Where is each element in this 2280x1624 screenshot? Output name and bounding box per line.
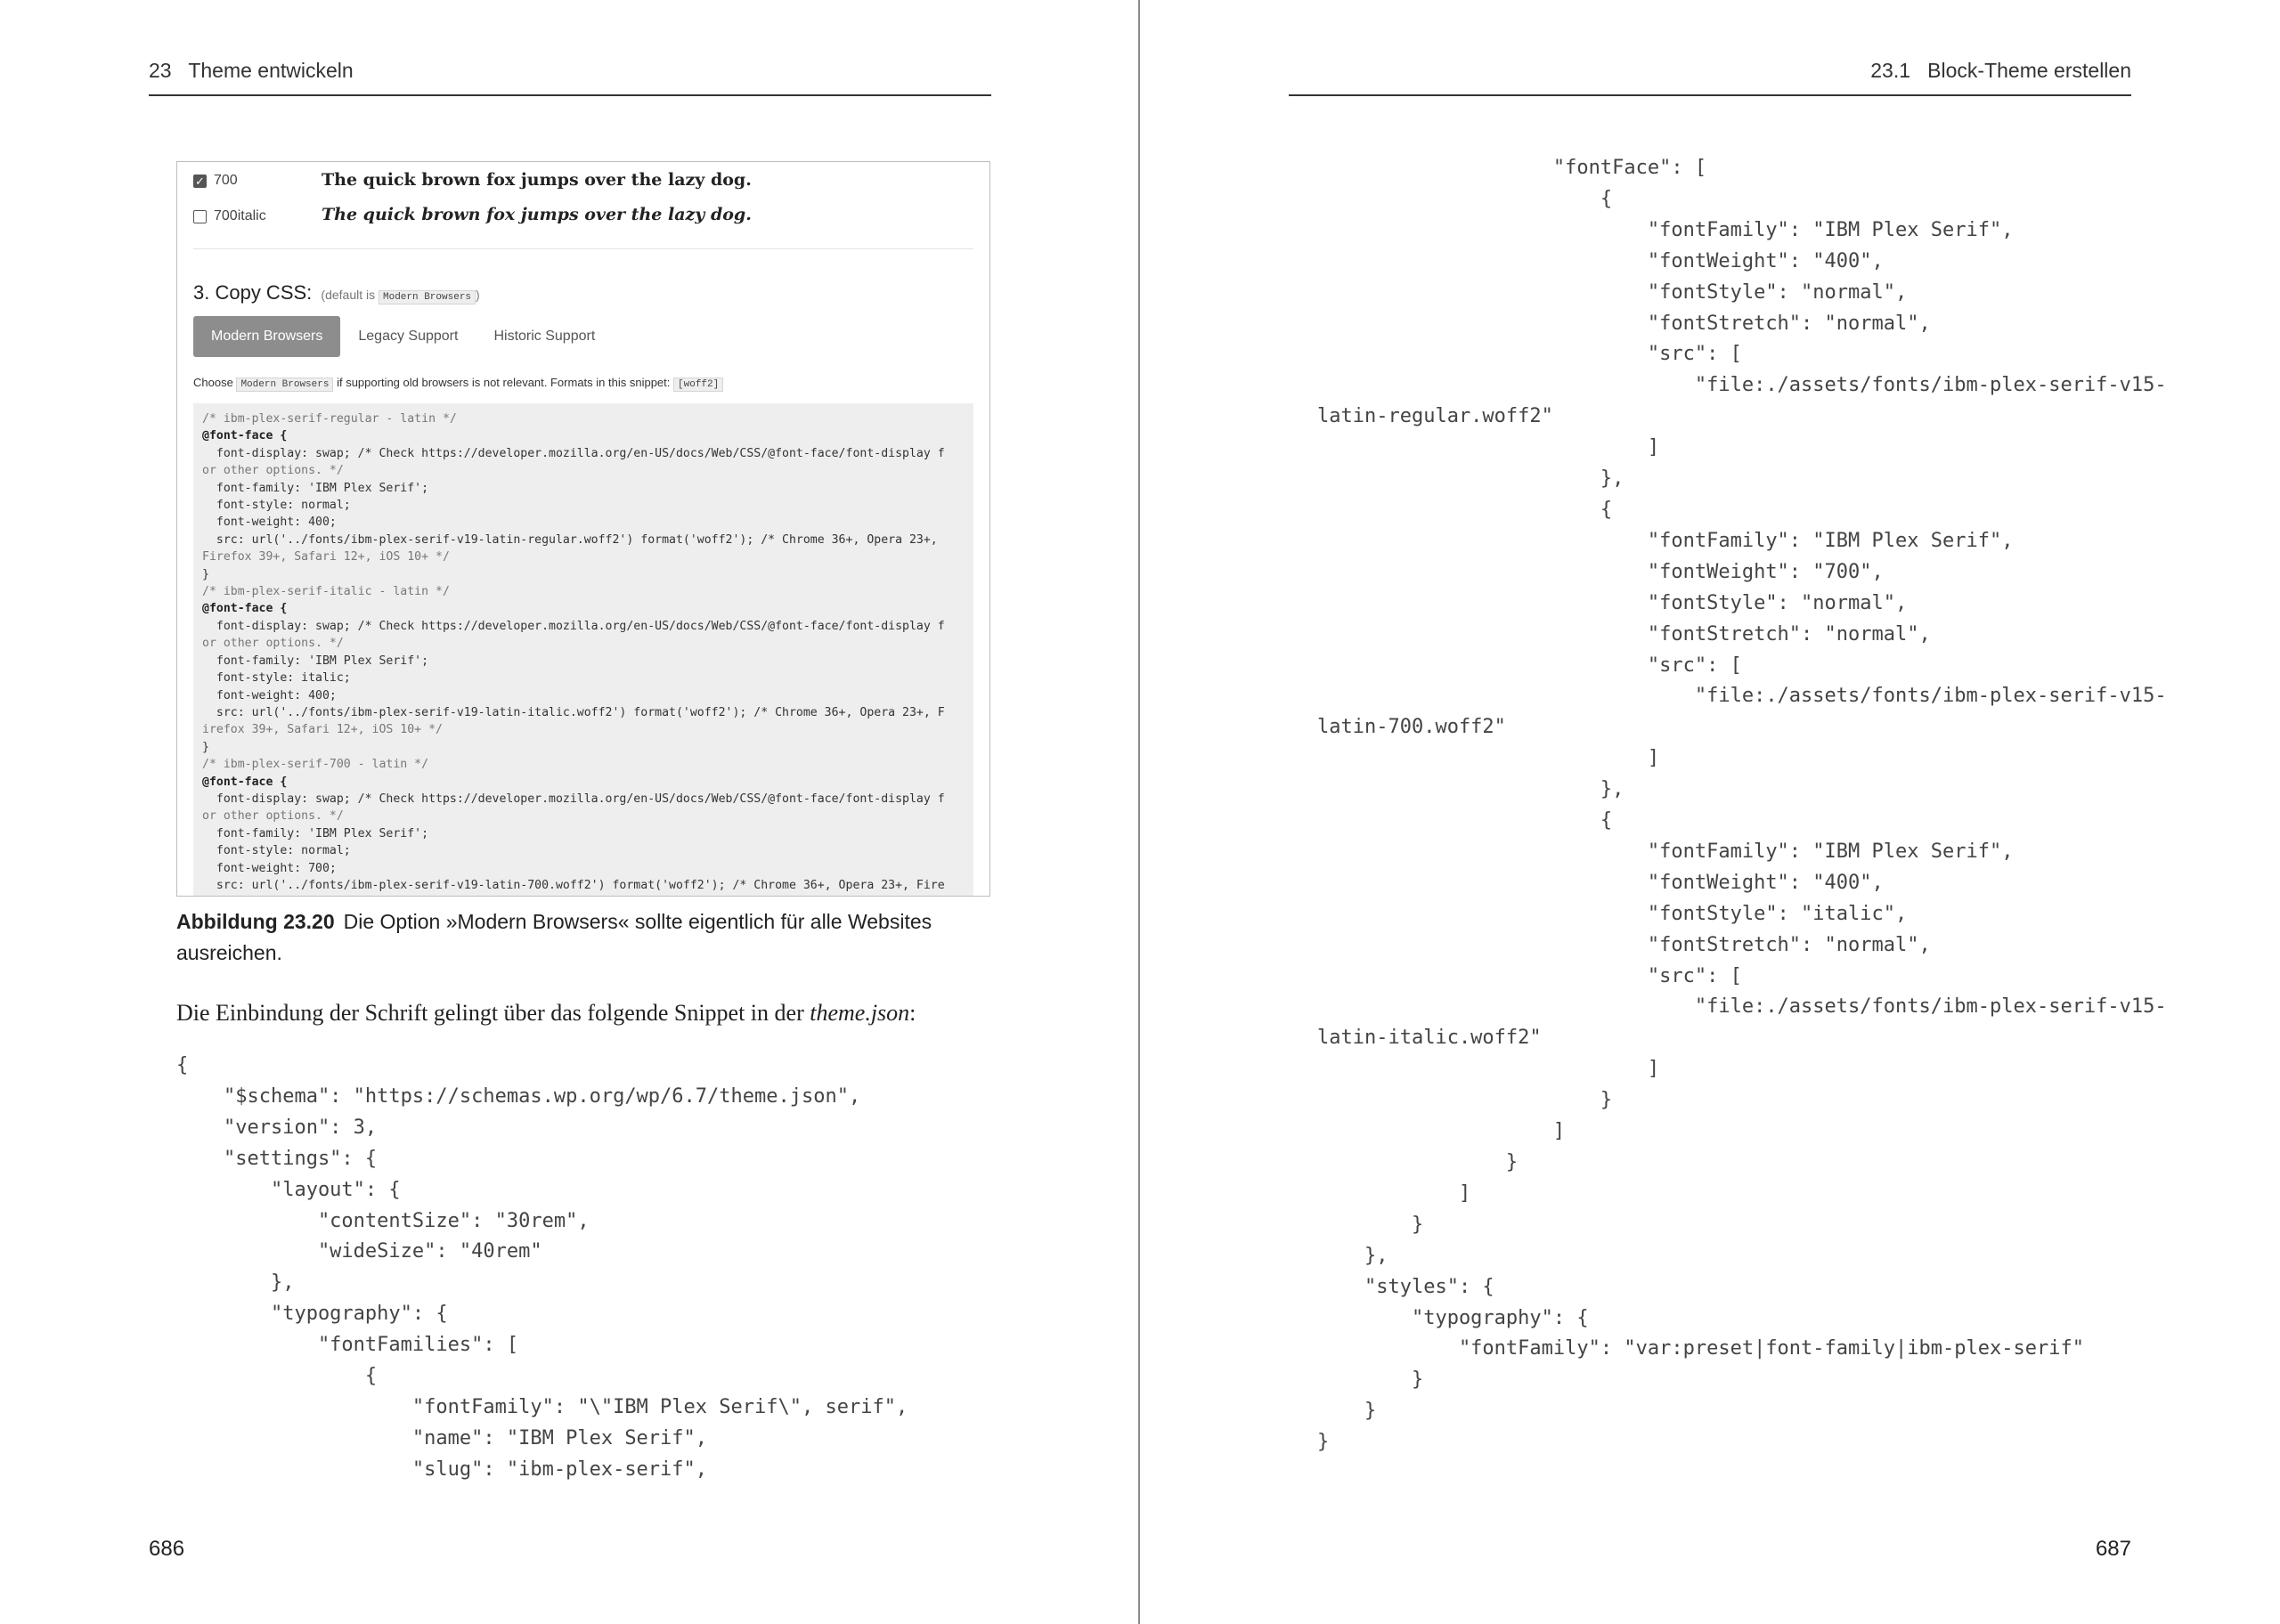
checkbox-unchecked-icon[interactable]	[193, 210, 207, 223]
tab-legacy-support[interactable]: Legacy Support	[358, 329, 459, 344]
code-line: },	[1317, 467, 1624, 491]
code-line: "fontFamily": "IBM Plex Serif",	[1317, 840, 2014, 863]
choose-chip: Modern Browsers	[236, 378, 333, 392]
left-page	[0, 0, 1138, 1624]
code-line: font-family: 'IBM Plex Serif';	[202, 481, 429, 495]
code-line: "src": [	[1317, 654, 1742, 677]
code-line: "fontFamilies": [	[176, 1334, 519, 1357]
code-line: src: url('../fonts/ibm-plex-serif-v19-latin-italic.woff2') format('woff2'); /* Chrome 36+, Opera 23+, F	[202, 705, 945, 719]
checkbox-checked-icon[interactable]: ✓	[193, 175, 207, 188]
code-line: }	[1317, 1431, 1330, 1454]
default-chip: Modern Browsers	[379, 290, 476, 304]
code-line: font-style: italic;	[202, 671, 351, 686]
code-line: "fontStyle": "italic",	[1317, 902, 1908, 925]
copy-css-heading	[193, 281, 480, 304]
figure-screenshot	[176, 161, 990, 897]
code-line: }	[1317, 1213, 1424, 1236]
running-header-left: 23 Theme entwickeln	[149, 59, 354, 82]
font-sample-text: The quick brown fox jumps over the lazy dog.	[322, 205, 752, 224]
code-line: }	[1317, 1089, 1613, 1112]
code-line: src: url('../fonts/ibm-plex-serif-v19-latin-700.woff2') format('woff2'); /* Chrome 36+, Opera 23+, Fire	[202, 878, 945, 892]
code-line: "fontFace": [	[1317, 157, 1707, 179]
font-weight-label: 700	[214, 173, 238, 188]
choose-hint	[193, 376, 723, 390]
code-line: font-style: normal;	[202, 499, 351, 513]
code-line: @font-face {	[202, 429, 288, 443]
code-line: font-display: swap; /* Check https://developer.mozilla.org/en-US/docs/Web/CSS/@font-face/font-display f	[202, 446, 945, 460]
header-rule-left	[149, 94, 991, 96]
code-line: }	[202, 740, 209, 754]
code-line: "fontWeight": "700",	[1317, 560, 1884, 583]
code-listing-left	[176, 1051, 908, 1486]
copy-css-default-note	[321, 288, 479, 302]
font-sample-text: The quick brown fox jumps over the lazy dog.	[322, 170, 752, 190]
code-listing-right	[1317, 153, 2167, 1458]
code-line: "fontStyle": "normal",	[1317, 280, 1908, 304]
code-line: latin-700.woff2"	[1317, 716, 1506, 739]
code-line: "fontWeight": "400",	[1317, 249, 1884, 272]
code-line: font-display: swap; /* Check https://developer.mozilla.org/en-US/docs/Web/CSS/@font-face/font-display f	[202, 792, 945, 806]
body-paragraph	[176, 1000, 916, 1027]
code-line: Firefox 39+, Safari 12+, iOS 10+ */	[202, 550, 450, 564]
code-line: }	[1317, 1400, 1377, 1423]
header-rule-right	[1289, 94, 2131, 96]
code-line: "styles": {	[1317, 1275, 1494, 1298]
code-line: }	[1317, 1368, 1424, 1392]
code-line: "fontStyle": "normal",	[1317, 591, 1908, 614]
code-line: ]	[1317, 1120, 1566, 1143]
code-line: "typography": {	[176, 1303, 448, 1326]
code-line: "file:./assets/fonts/ibm-plex-serif-v15-	[1317, 995, 2167, 1019]
body-text-after: :	[909, 1000, 916, 1026]
code-line: "version": 3,	[176, 1116, 378, 1139]
code-line: /* ibm-plex-serif-regular - latin */	[202, 412, 457, 426]
caption-text: Die Option »Modern Browsers« sollte eigentlich für alle Websites ausreichen.	[176, 910, 932, 964]
code-line: "fontStretch": "normal",	[1317, 933, 1931, 956]
choose-prefix: Choose	[193, 376, 233, 389]
code-line: @font-face {	[202, 775, 288, 789]
code-line: {	[176, 1365, 378, 1388]
tab-historic-support[interactable]: Historic Support	[493, 329, 596, 344]
code-line: ]	[1317, 1181, 1471, 1205]
code-line: /* ibm-plex-serif-italic - latin */	[202, 585, 450, 599]
code-line: font-weight: 400;	[202, 516, 337, 530]
code-line: "fontFamily": "IBM Plex Serif",	[1317, 529, 2014, 552]
right-page	[1140, 0, 2280, 1624]
code-line: "fontFamily": "var:preset|font-family|ibm-plex-serif"	[1317, 1337, 2084, 1360]
code-line: font-style: normal;	[202, 844, 351, 858]
tab-modern-browsers[interactable]: Modern Browsers	[193, 316, 340, 357]
default-note-prefix: (default is	[321, 288, 376, 302]
browser-support-tabs	[193, 316, 613, 357]
code-line: "src": [	[1317, 964, 1742, 987]
code-line: src: url('../fonts/ibm-plex-serif-v19-latin-regular.woff2') format('woff2'); /* Chrome 36+, Opera 23+,	[202, 532, 938, 547]
code-line: /* ibm-plex-serif-700 - latin */	[202, 758, 429, 772]
code-line: irefox 39+, Safari 12+, iOS 10+ */	[202, 723, 443, 737]
code-line: "src": [	[1317, 343, 1742, 366]
code-line: "layout": {	[176, 1178, 401, 1201]
code-line: latin-regular.woff2"	[1317, 405, 1553, 428]
code-line: ]	[1317, 436, 1660, 459]
code-line: {	[1317, 187, 1613, 210]
code-line: "file:./assets/fonts/ibm-plex-serif-v15-	[1317, 685, 2167, 708]
code-line: "fontStretch": "normal",	[1317, 622, 1931, 646]
code-line: {	[1317, 809, 1613, 832]
copy-css-title: 3. Copy CSS:	[193, 281, 313, 304]
page-number-left: 686	[149, 1537, 185, 1561]
code-line: font-weight: 700;	[202, 861, 337, 875]
body-text-before: Die Einbindung der Schrift gelingt über das folgende Snippet in der	[176, 1000, 810, 1026]
choose-middle: if supporting old browsers is not relevant. Formats in this snippet:	[337, 376, 671, 389]
caption-label: Abbildung 23.20	[176, 910, 335, 933]
code-line: ]	[1317, 1058, 1660, 1081]
code-line: font-display: swap; /* Check https://developer.mozilla.org/en-US/docs/Web/CSS/@font-face/font-display f	[202, 619, 945, 633]
code-line: "fontFamily": "IBM Plex Serif",	[1317, 218, 2014, 241]
code-line: font-family: 'IBM Plex Serif';	[202, 826, 429, 840]
code-line: latin-italic.woff2"	[1317, 1027, 1542, 1050]
code-line: },	[1317, 778, 1624, 801]
code-line: "typography": {	[1317, 1306, 1589, 1329]
code-line: @font-face {	[202, 602, 288, 616]
figure-caption	[176, 906, 978, 969]
code-line: "wideSize": "40rem"	[176, 1240, 542, 1263]
code-line: "file:./assets/fonts/ibm-plex-serif-v15-	[1317, 374, 2167, 397]
css-snippet-box[interactable]	[193, 403, 973, 897]
format-chip: [woff2]	[673, 378, 723, 392]
running-header-right: 23.1 Block-Theme erstellen	[1870, 59, 2131, 82]
code-line: "slug": "ibm-plex-serif",	[176, 1458, 708, 1481]
font-variant-row[interactable]	[193, 167, 321, 194]
font-variant-row[interactable]	[193, 203, 321, 230]
code-line: "fontStretch": "normal",	[1317, 312, 1931, 335]
code-line: "name": "IBM Plex Serif",	[176, 1426, 708, 1449]
code-line: },	[1317, 1244, 1388, 1267]
code-line: "$schema": "https://schemas.wp.org/wp/6.7/theme.json",	[176, 1084, 861, 1108]
code-line: or other options. */	[202, 637, 344, 651]
body-text-emphasis: theme.json	[810, 1000, 910, 1026]
code-line: or other options. */	[202, 464, 344, 478]
code-line: "fontWeight": "400",	[1317, 871, 1884, 894]
code-line: ]	[1317, 747, 1660, 770]
figure-divider	[193, 248, 973, 249]
code-line: {	[176, 1054, 189, 1076]
code-line: "fontFamily": "\"IBM Plex Serif\", serif",	[176, 1395, 908, 1418]
code-line: font-weight: 400;	[202, 688, 337, 702]
code-line: "settings": {	[176, 1147, 378, 1170]
code-line: or other options. */	[202, 809, 344, 824]
code-line: "contentSize": "30rem",	[176, 1209, 590, 1232]
font-weight-label: 700italic	[214, 208, 266, 223]
default-note-suffix: )	[476, 288, 480, 302]
code-line: {	[1317, 498, 1613, 521]
code-line: font-family: 'IBM Plex Serif';	[202, 654, 429, 668]
page-number-right: 687	[2095, 1537, 2131, 1561]
code-line: },	[176, 1271, 295, 1295]
code-line: }	[1317, 1151, 1519, 1173]
code-line: }	[202, 567, 209, 581]
